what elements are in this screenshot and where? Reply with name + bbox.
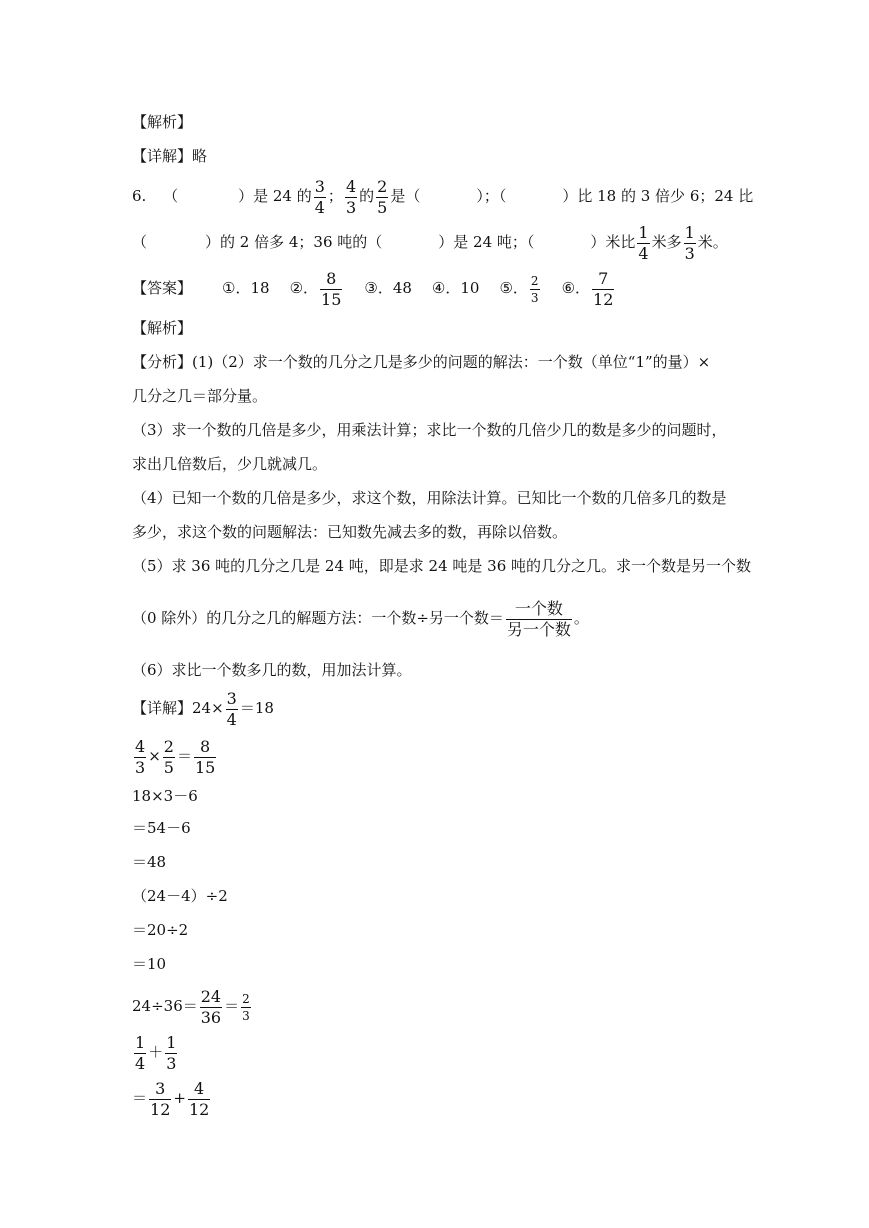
analysis-p3a: （4）已知一个数的几倍是多少，求这个数，用除法计算。已知比一个数的几倍多几的数是 xyxy=(132,489,727,507)
text: 是（ xyxy=(390,187,421,205)
detail-line-3: 18×3－6 xyxy=(132,787,198,805)
paren-open: （ xyxy=(163,187,179,205)
detail-line-1: 【详解】24× $\frac{3}{4}$ ＝18 xyxy=(132,688,274,729)
xiangjie-line-prev xyxy=(132,146,207,166)
xiangjie-text: 略 xyxy=(192,147,208,165)
question-number: 6. xyxy=(132,187,147,205)
question-6-line-2 xyxy=(132,222,728,262)
answer-line xyxy=(132,268,636,308)
detail-line-4: ＝54－6 xyxy=(132,819,191,837)
analysis-p4a: （5）求 36 吨的几分之几是 24 吨，即是求 24 吨是 36 吨的几分之几。求一个数是另一个数 xyxy=(132,557,752,575)
fraction: $\frac{3}{4}$ xyxy=(314,176,325,217)
analysis-p4b: （0 除外）的几分之几的解题方法：一个数÷另一个数＝ $\frac{\text{一个数}}{\text{另一个数}}$ 。 xyxy=(132,598,589,639)
text: ）是 24 的 xyxy=(238,187,312,205)
analysis-p2b: 求出几倍数后，少几就减几。 xyxy=(132,455,328,473)
text: ）是 24 吨；（ xyxy=(438,233,535,251)
analysis-p1a: 【分析】(1)（2）求一个数的几分之几是多少的问题的解法：一个数（单位“1”的量）× xyxy=(132,353,711,371)
text: 的 xyxy=(359,187,375,205)
text: 米多 xyxy=(651,233,682,251)
answer-2: ②． $\frac{8}{15}$ xyxy=(289,268,342,309)
text: ； xyxy=(327,187,343,205)
analysis-p3b: 多少，求这个数的问题解法：已知数先减去多的数，再除以倍数。 xyxy=(132,523,568,541)
answer-1: ①．18 xyxy=(222,279,270,297)
text: ）的 2 倍多 4；36 吨的（ xyxy=(205,233,383,251)
fraction: $\frac{2}{5}$ xyxy=(377,176,388,217)
fraction: $\frac{4}{3}$ xyxy=(345,176,357,217)
detail-line-7: ＝20÷2 xyxy=(132,921,189,939)
analysis-p5: （6）求比一个数多几的数，用加法计算。 xyxy=(132,661,412,679)
fraction: $\frac{1}{3}$ xyxy=(684,222,695,263)
answer-4: ④．10 xyxy=(431,279,480,297)
detail-line-11: ＝ $\frac{3}{12}$ + $\frac{4}{12}$ xyxy=(132,1078,210,1119)
xiangjie-label: 【详解】 xyxy=(132,147,193,165)
detail-label: 【详解】 xyxy=(132,699,193,717)
detail-line-8: ＝10 xyxy=(132,955,167,973)
text: 米。 xyxy=(697,233,728,251)
text: ）比 18 的 3 倍少 6；24 比 xyxy=(562,187,754,205)
detail-line-9: 24÷36＝ $\frac{24}{36}$ ＝ $\frac{2}{3}$ xyxy=(132,986,250,1027)
fraction: $\frac{1}{4}$ xyxy=(638,222,649,263)
answer-5: ⑤． $\frac{2}{3}$ xyxy=(499,273,539,305)
question-6-line-1 xyxy=(132,176,753,216)
answer-6: ⑥． $\frac{7}{12}$ xyxy=(561,268,614,309)
detail-line-10: $\frac{1}{4}$ ＋ $\frac{1}{3}$ xyxy=(135,1032,177,1073)
analysis-p2a: （3）求一个数的几倍是多少，用乘法计算；求比一个数的几倍少几的数是多少的问题时， xyxy=(132,421,727,439)
analysis-p1b: 几分之几＝部分量。 xyxy=(132,387,268,405)
jiexi-heading: 【解析】 xyxy=(132,319,193,337)
answer-label: 【答案】 xyxy=(132,279,193,297)
answer-3: ③．48 xyxy=(364,279,412,297)
jiexi-heading-prev: 【解析】 xyxy=(132,113,193,131)
fraction: $\frac{\text{一个数}}{\text{另一个数}}$ xyxy=(506,598,571,639)
detail-line-2: $\frac{4}{3}$ × $\frac{2}{5}$ ＝ $\frac{8}{15}$ xyxy=(135,736,216,777)
detail-line-5: ＝48 xyxy=(132,853,167,871)
text: ）米比 xyxy=(590,233,636,251)
detail-line-6: （24－4）÷2 xyxy=(132,887,228,905)
text: ）；（ xyxy=(476,187,507,205)
paren-open: （ xyxy=(132,233,148,251)
